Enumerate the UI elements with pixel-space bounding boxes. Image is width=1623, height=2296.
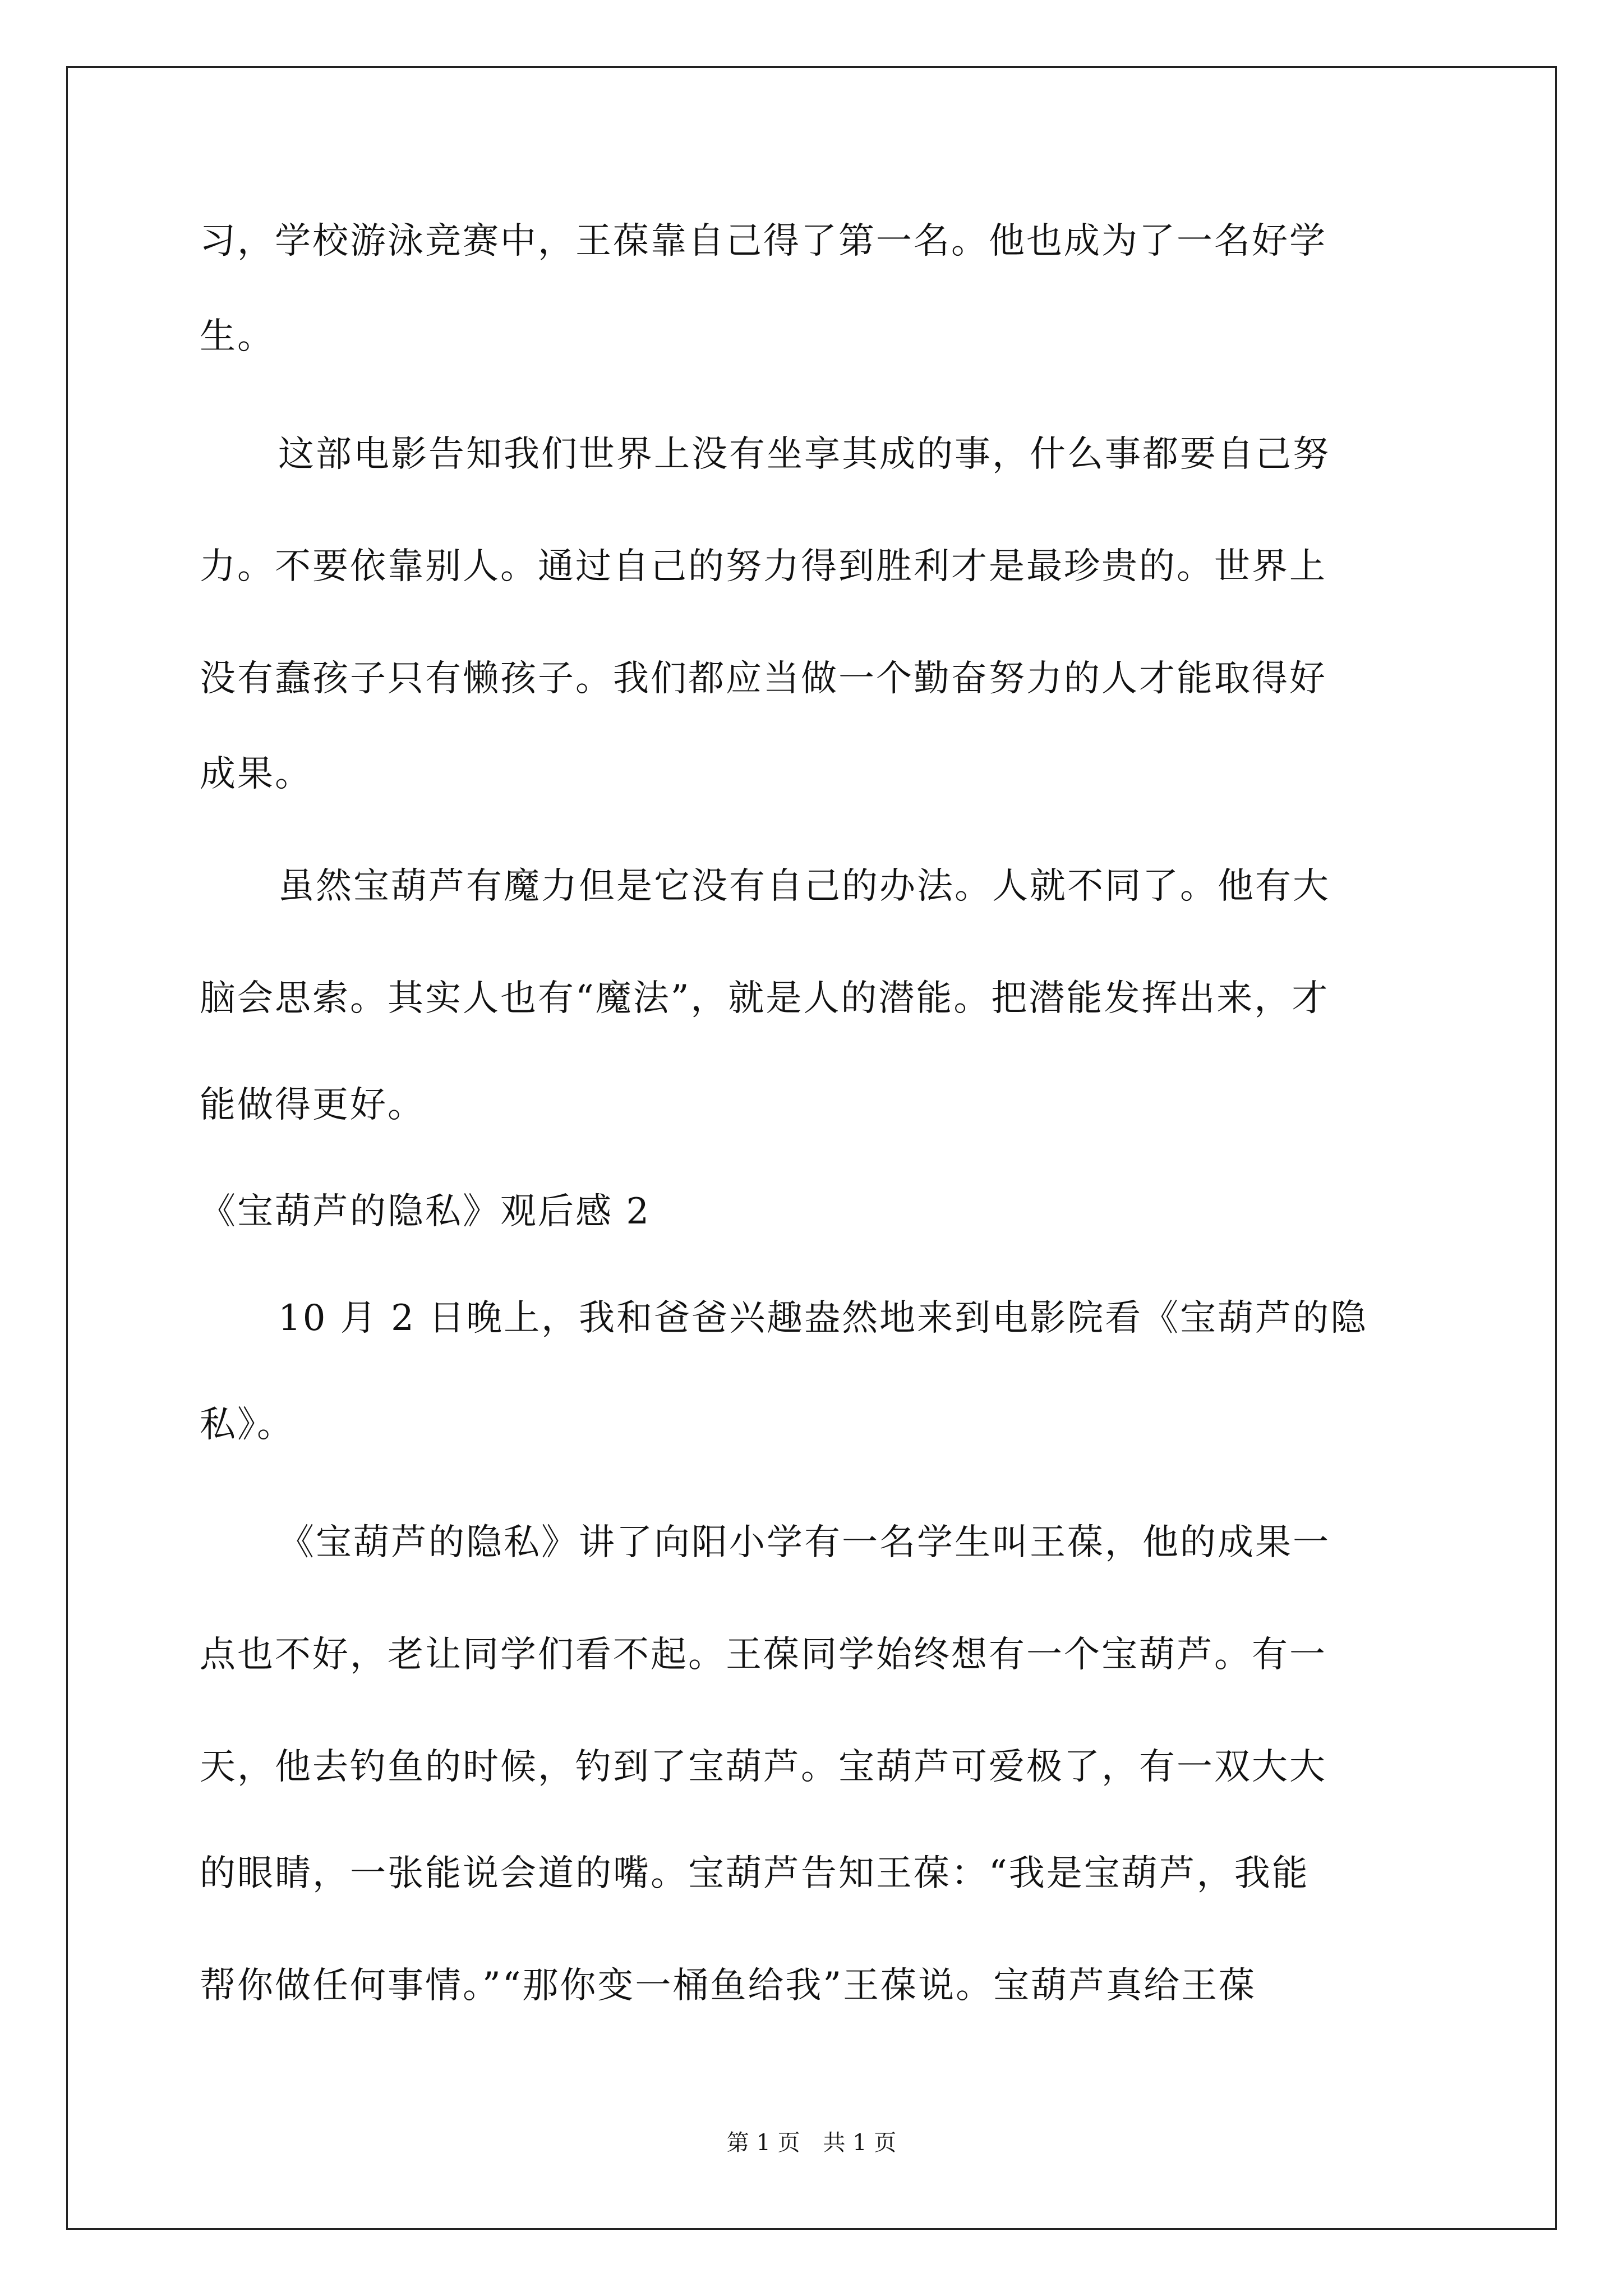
paragraph-start-line: 10 月 2 日晚上，我和爸爸兴趣盎然地来到电影院看《宝葫芦的隐 (278, 1297, 1368, 1339)
page-footer (0, 2129, 1623, 2157)
paragraph-start-line: 虽然宝葫芦有魔力但是它没有自己的办法。人就不同了。他有大 (278, 866, 1330, 907)
paragraph-start-line: 这部电影告知我们世界上没有坐享其成的事，什么事都要自己努 (278, 434, 1330, 475)
page-border (66, 66, 1557, 2230)
text-line: 习，学校游泳竞赛中，王葆靠自己得了第一名。他也成为了一名好学 (200, 220, 1327, 262)
text-line: 帮你做任何事情。”“那你变一桶鱼给我”王葆说。宝葫芦真给王葆 (200, 1965, 1257, 2007)
text-line: 私》。 (200, 1404, 294, 1446)
text-line: 生。 (200, 316, 275, 357)
text-line: 脑会思索。其实人也有“魔法”，就是人的潜能。把潜能发挥出来，才 (200, 978, 1330, 1019)
paragraph-start-line: 《宝葫芦的隐私》讲了向阳小学有一名学生叫王葆，他的成果一 (278, 1522, 1330, 1563)
text-line: 点也不好，老让同学们看不起。王葆同学始终想有一个宝葫芦。有一 (200, 1634, 1327, 1676)
page-number: 第 1 页 (726, 2130, 800, 2156)
page-total: 共 1 页 (823, 2130, 897, 2156)
section-heading: 《宝葫芦的隐私》观后感 2 (200, 1191, 651, 1232)
text-line: 成果。 (200, 753, 312, 795)
text-line: 能做得更好。 (200, 1084, 425, 1126)
text-line: 力。不要依靠别人。通过自己的努力得到胜利才是最珍贵的。世界上 (200, 546, 1327, 587)
text-line: 天，他去钓鱼的时候，钓到了宝葫芦。宝葫芦可爱极了，有一双大大 (200, 1746, 1327, 1788)
text-line: 的眼睛，一张能说会道的嘴。宝葫芦告知王葆：“我是宝葫芦，我能 (200, 1853, 1310, 1894)
text-line: 没有蠢孩子只有懒孩子。我们都应当做一个勤奋努力的人才能取得好 (200, 658, 1327, 700)
